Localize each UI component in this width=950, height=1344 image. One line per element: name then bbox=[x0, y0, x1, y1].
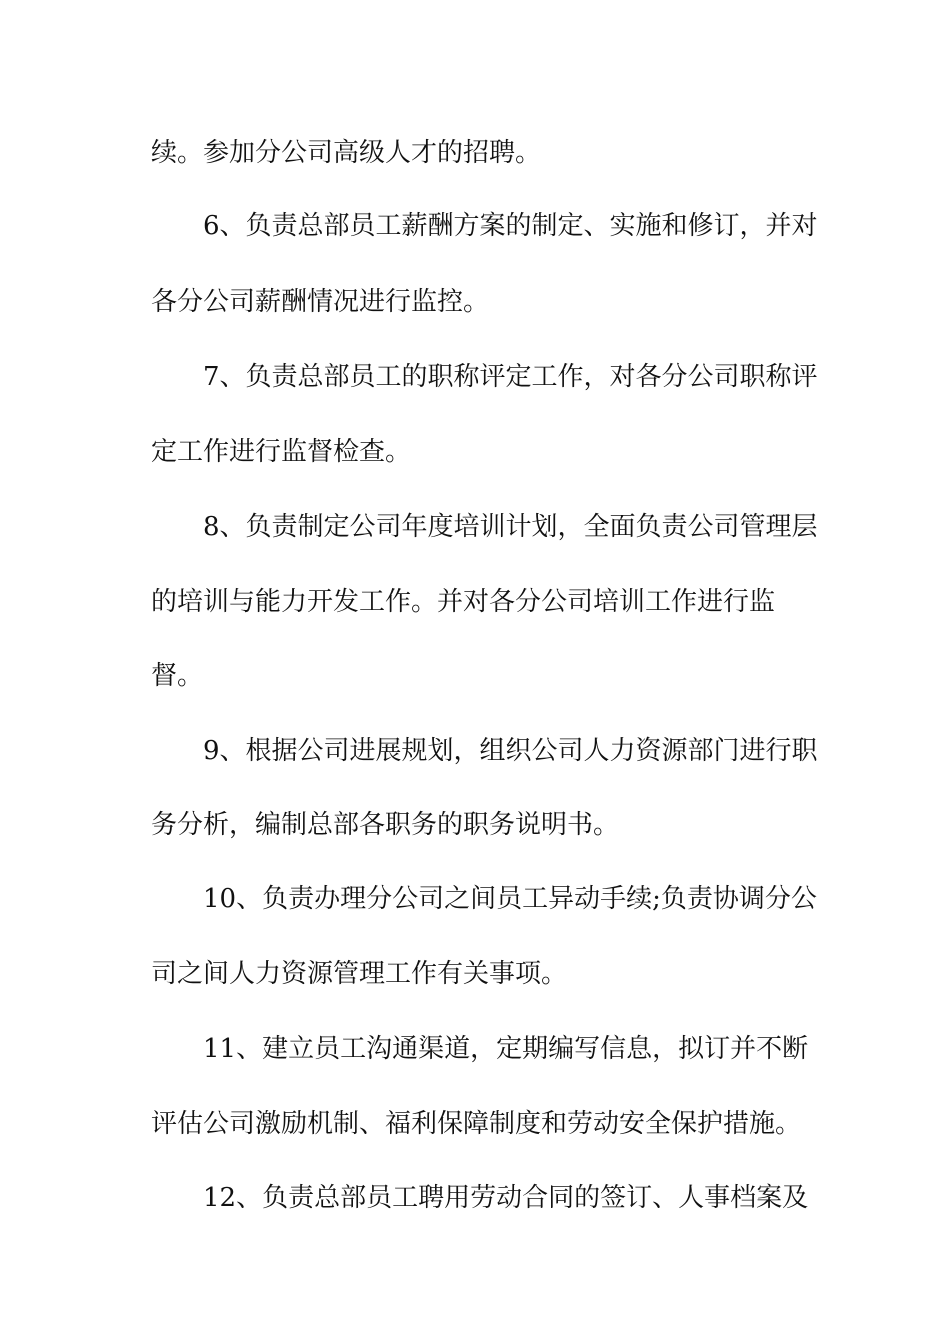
paragraph-line: 评估公司激励机制、福利保障制度和劳动安全保护措施。 bbox=[151, 1109, 802, 1139]
paragraph-line: 续。参加分公司高级人才的招聘。 bbox=[151, 138, 542, 168]
paragraph-line: 务分析，编制总部各职务的职务说明书。 bbox=[151, 810, 620, 840]
paragraph-line: 11、建立员工沟通渠道，定期编写信息，拟订并不断 bbox=[203, 1034, 809, 1064]
paragraph-line: 10、负责办理分公司之间员工异动手续;负责协调分公 bbox=[203, 884, 817, 914]
paragraph-line: 8、负责制定公司年度培训计划，全面负责公司管理层 bbox=[203, 512, 818, 542]
paragraph-line: 12、负责总部员工聘用劳动合同的签订、人事档案及 bbox=[203, 1183, 809, 1213]
paragraph-line: 督。 bbox=[151, 661, 204, 691]
paragraph-line: 各分公司薪酬情况进行监控。 bbox=[151, 287, 490, 317]
paragraph-line: 司之间人力资源管理工作有关事项。 bbox=[151, 959, 568, 989]
paragraph-line: 9、根据公司进展规划，组织公司人力资源部门进行职 bbox=[203, 736, 818, 766]
paragraph-line: 6、负责总部员工薪酬方案的制定、实施和修订，并对 bbox=[203, 211, 818, 241]
paragraph-line: 的培训与能力开发工作。并对各分公司培训工作进行监 bbox=[151, 587, 776, 617]
paragraph-line: 定工作进行监督检查。 bbox=[151, 437, 412, 467]
paragraph-line: 7、负责总部员工的职称评定工作，对各分公司职称评 bbox=[203, 362, 818, 392]
